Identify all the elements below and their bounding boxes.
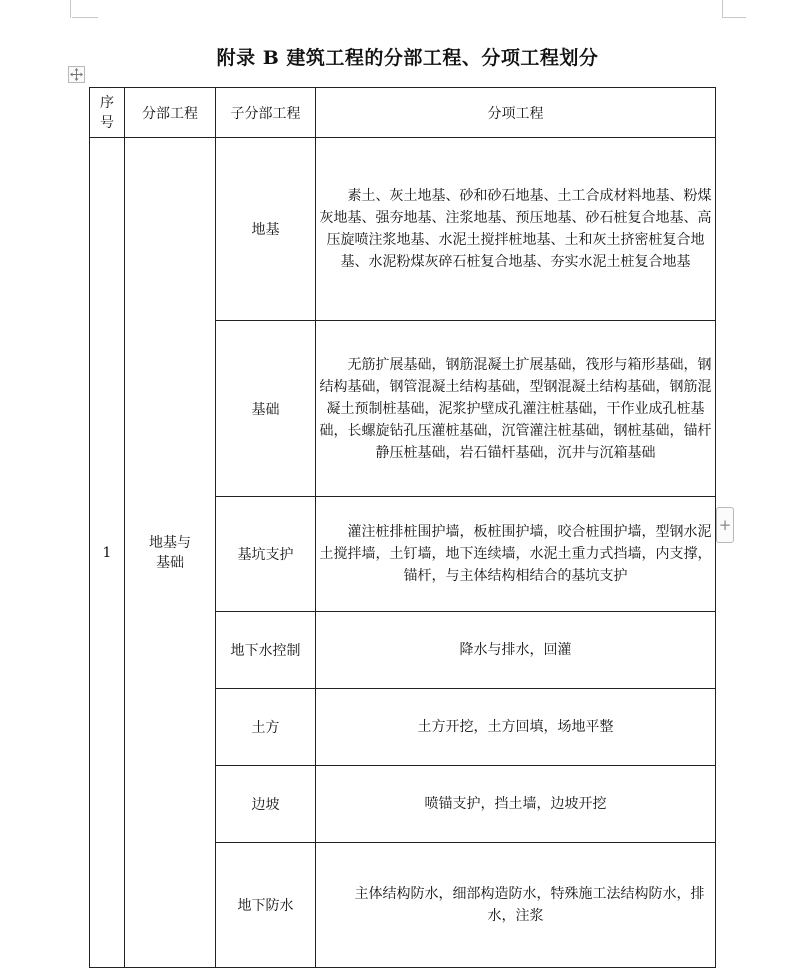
subdivision-cell: 边坡 bbox=[216, 766, 316, 843]
subdivision-cell: 基坑支护 bbox=[216, 497, 316, 612]
items-cell: 无筋扩展基础，钢筋混凝土扩展基础，筏形与箱形基础，钢结构基础，钢管混凝土结构基础，型钢混凝土结构基础，钢筋混凝土预制桩基础，泥浆护壁成孔灌注桩基础，干作业成孔桩基础，长螺旋钻孔压灌桩基础，沉管灌注桩基础，钢桩基础，锚杆静压桩基础，岩石锚杆基础，沉井与沉箱基础 bbox=[316, 321, 716, 497]
items-cell: 降水与排水，回灌 bbox=[316, 612, 716, 689]
subdivision-cell: 土方 bbox=[216, 689, 316, 766]
plus-icon[interactable]: + bbox=[716, 507, 734, 543]
move-table-icon[interactable] bbox=[68, 66, 85, 83]
division-name: 地基与基础 bbox=[125, 138, 216, 968]
division-table bbox=[89, 87, 716, 968]
page-title: 附录 B 建筑工程的分部工程、分项工程划分 bbox=[216, 47, 599, 69]
table-row bbox=[90, 138, 716, 321]
items-cell: 喷锚支护，挡土墙，边坡开挖 bbox=[316, 766, 716, 843]
crop-mark-top-right-h bbox=[722, 17, 746, 18]
items-cell: 灌注桩排桩围护墙，板桩围护墙，咬合桩围护墙，型钢水泥土搅拌墙，土钉墙，地下连续墙，水泥土重力式挡墙，内支撑，锚杆，与主体结构相结合的基坑支护 bbox=[316, 497, 716, 612]
header-items: 分项工程 bbox=[316, 88, 716, 138]
items-cell: 土方开挖，土方回填，场地平整 bbox=[316, 689, 716, 766]
crop-mark-top-right-v bbox=[722, 0, 723, 18]
table-header-row bbox=[90, 88, 716, 138]
header-division: 分部工程 bbox=[125, 88, 216, 138]
items-cell: 素土、灰土地基、砂和砂石地基、土工合成材料地基、粉煤灰地基、强夯地基、注浆地基、预压地基、砂石桩复合地基、高压旋喷注浆地基、水泥土搅拌桩地基、土和灰土挤密桩复合地基、水泥粉煤灰碎石桩复合地基、夯实水泥土桩复合地基 bbox=[316, 138, 716, 321]
crop-mark-top-left-h bbox=[72, 17, 98, 18]
subdivision-cell: 基础 bbox=[216, 321, 316, 497]
header-subdivision: 子分部工程 bbox=[216, 88, 316, 138]
row-number: 1 bbox=[90, 138, 125, 968]
items-cell: 主体结构防水，细部构造防水，特殊施工法结构防水，排水，注浆 bbox=[316, 843, 716, 968]
subdivision-cell: 地下防水 bbox=[216, 843, 316, 968]
subdivision-cell: 地基 bbox=[216, 138, 316, 321]
subdivision-cell: 地下水控制 bbox=[216, 612, 316, 689]
crop-mark-top-left-v bbox=[70, 0, 71, 18]
header-no: 序号 bbox=[90, 88, 125, 138]
